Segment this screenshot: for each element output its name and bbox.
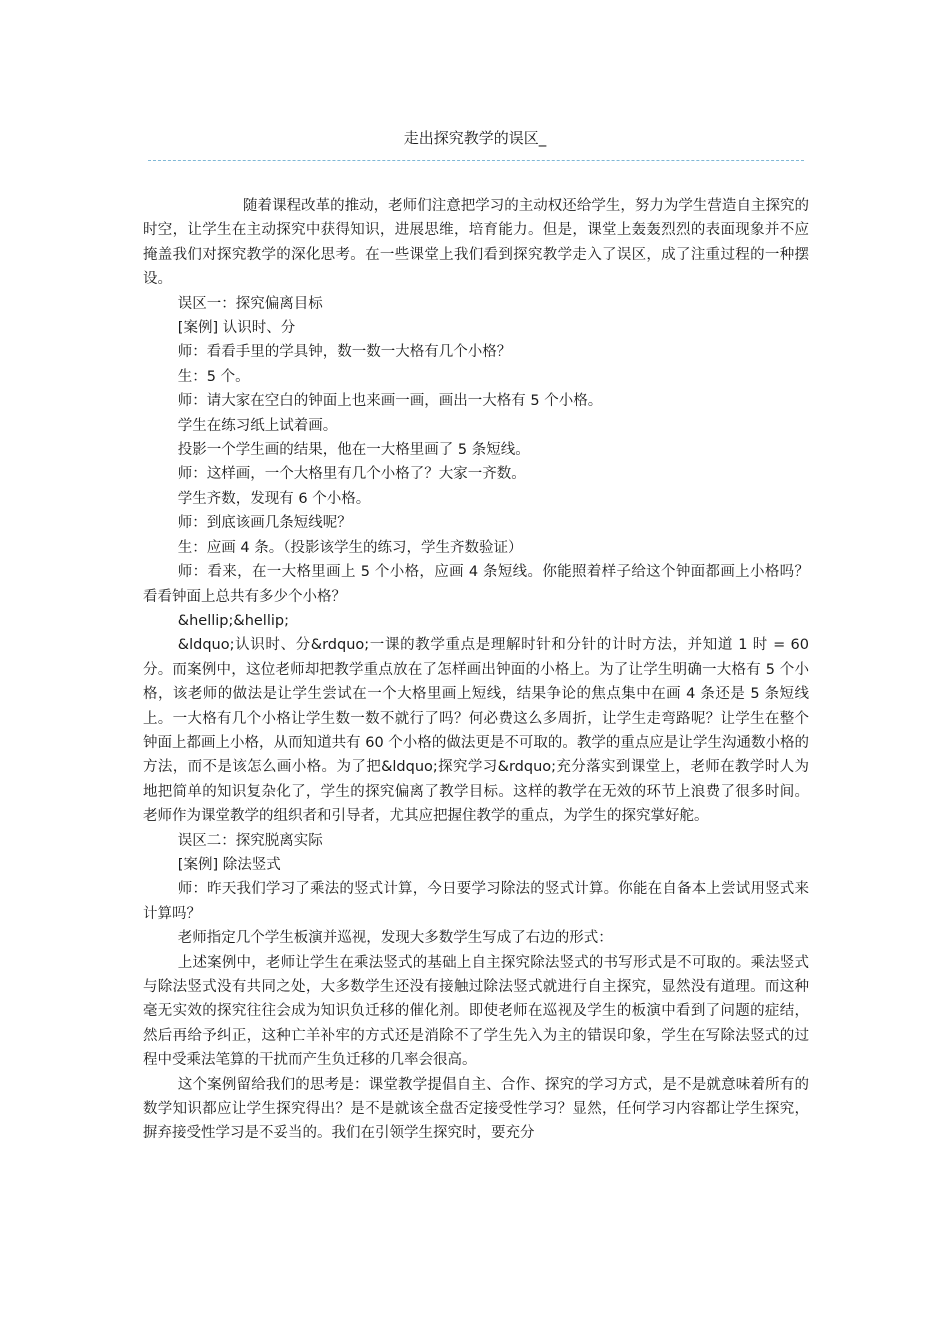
- paragraph: 学生齐数，发现有 6 个小格。: [177, 490, 371, 507]
- paragraph: 误区一：探究偏离目标: [177, 295, 323, 312]
- paragraph: &ldquo;认识时、分&rdquo;一课的教学重点是理解时针和分针的计时方法，并知道 1 时 = 60 分。而案例中，这位老师却把教学重点放在了怎样画出钟面的小格上。为了让学生明确一大格有 5 个小格，该老师的做法是让学生尝试在一个大格里画上短线，结果争论的焦点集中在画 4 条还是 5 条短线上。一大格有几个小格让学生数一数不就行了吗？何必费这么多周折，让学生走弯路呢？让学生在整个钟面上都画上小格，从而知道共有 60 个小格的做法更是不可取的。教学的重点应是让学生沟通数小格的方法，而不是该怎么画小格。为了把&ldquo;探究学习&rdquo;充分落实到课堂上，老师在教学时人为地把简单的知识复杂化了，学生的探究偏离了教学目标。这样的教学在无效的环节上浪费了很多时间。老师作为课堂教学的组织者和引导者，尤其应把握住教学的重点，为学生的探究掌好舵。: [143, 637, 809, 825]
- paragraph: &hellip;&hellip;: [177, 612, 289, 629]
- paragraph: [案例] 认识时、分: [177, 320, 296, 337]
- paragraph: 这个案例留给我们的思考是：课堂教学提倡自主、合作、探究的学习方式，是不是就意味着所有的数学知识都应让学生探究得出？是不是就该全盘否定接受性学习？显然，任何学习内容都让学生探究，摒弃接受性学习是不妥当的。我们在引领学生探究时，要充分: [143, 1076, 809, 1142]
- paragraph: 投影一个学生画的结果，他在一大格里画了 5 条短线。: [177, 442, 530, 459]
- paragraph: 误区二：探究脱离实际: [177, 832, 323, 849]
- title-divider: [148, 160, 804, 161]
- paragraph: 师：看看手里的学具钟，数一数一大格有几个小格？: [177, 344, 512, 361]
- paragraph: 师：到底该画几条短线呢？: [177, 515, 352, 532]
- paragraph: [案例] 除法竖式: [177, 856, 281, 873]
- paragraph: 师：看来，在一大格里画上 5 个小格，应画 4 条短线。你能照着样子给这个钟面都画上小格吗？看看钟面上总共有多少个小格？: [143, 564, 809, 605]
- document-title: 走出探究教学的误区_: [403, 129, 547, 147]
- paragraph: 生：5 个。: [177, 368, 250, 385]
- paragraph: 生：应画 4 条。（投影该学生的练习，学生齐数验证）: [177, 539, 523, 556]
- paragraph: 师：请大家在空白的钟面上也来画一画，画出一大格有 5 个小格。: [177, 393, 603, 410]
- paragraph: 学生在练习纸上试着画。: [177, 417, 338, 434]
- paragraph: 师：这样画，一个大格里有几个小格了？大家一齐数。: [177, 466, 526, 483]
- paragraph: 师：昨天我们学习了乘法的竖式计算，今日要学习除法的竖式计算。你能在自备本上尝试用竖式来计算吗？: [143, 881, 809, 922]
- paragraph: 上述案例中，老师让学生在乘法竖式的基础上自主探究除法竖式的书写形式是不可取的。乘法竖式与除法竖式没有共同之处，大多数学生还没有接触过除法竖式就进行自主探究，显然没有道理。而这种毫无实效的探究往往会成为知识负迁移的催化剂。即使老师在巡视及学生的板演中看到了问题的症结，然后再给予纠正，这种亡羊补牢的方式还是消除不了学生先入为主的错误印象，学生在写除法竖式的过程中受乘法笔算的干扰而产生负迁移的几率会很高。: [143, 954, 809, 1069]
- paragraph: 随着课程改革的推动，老师们注意把学习的主动权还给学生，努力为学生营造自主探究的时空，让学生在主动探究中获得知识，进展思维，培育能力。但是，课堂上轰轰烈烈的表面现象并不应掩盖我们对探究教学的深化思考。在一些课堂上我们看到探究教学走入了误区，成了注重过程的一种摆设。: [143, 198, 809, 288]
- paragraph: 老师指定几个学生板演并巡视，发现大多数学生写成了右边的形式：: [177, 930, 613, 947]
- document-body: [143, 194, 809, 1146]
